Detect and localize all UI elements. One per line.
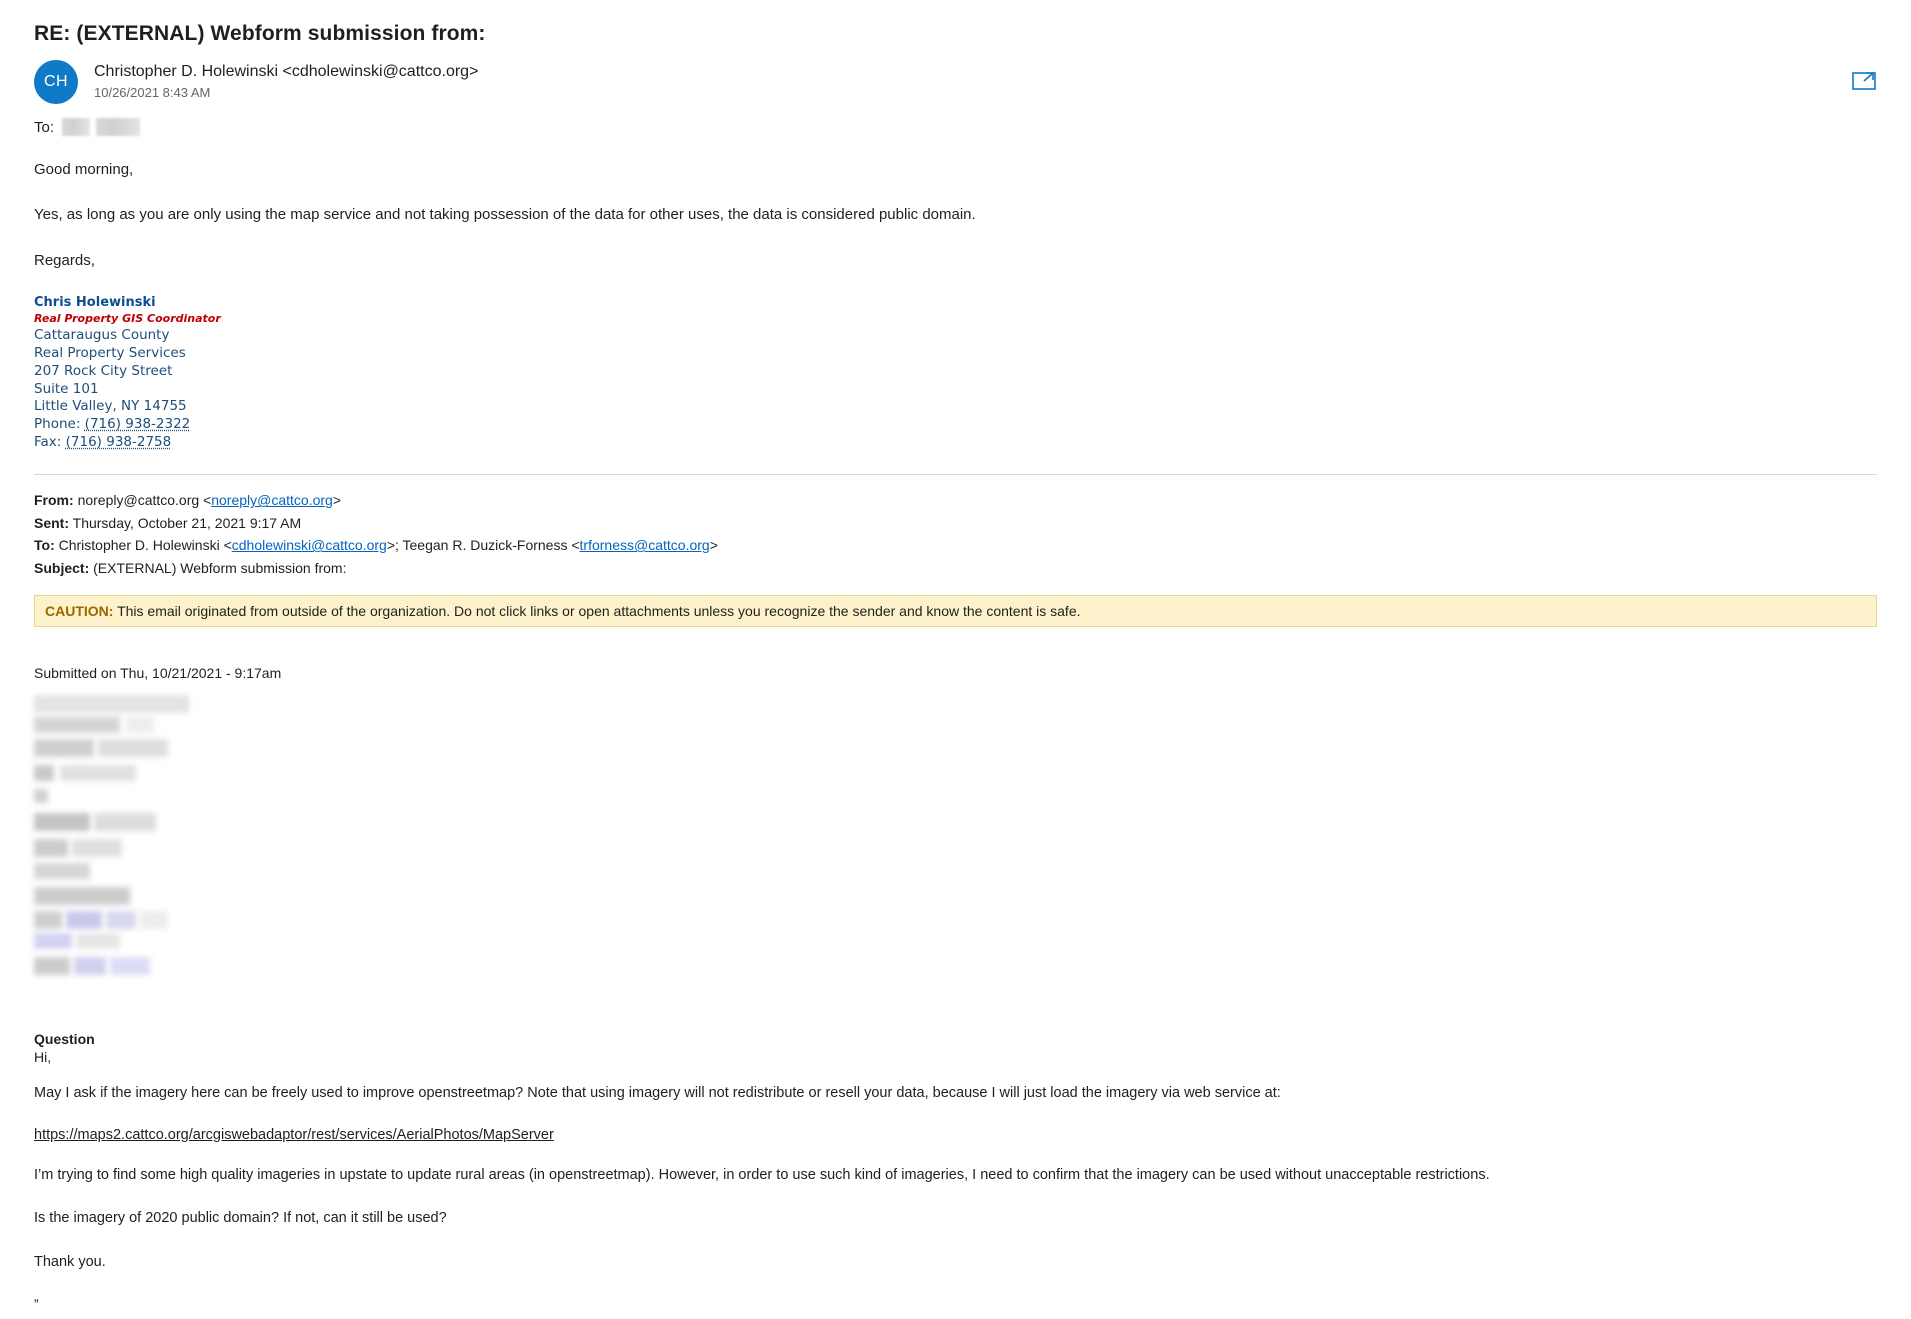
phone-label: Phone: — [34, 416, 81, 433]
quoted-sent-label: Sent: — [34, 514, 69, 531]
question-greeting: Hi, — [34, 1048, 52, 1065]
sender-name[interactable]: Christopher D. Holewinski <cdholewinski@cattco.org> — [94, 63, 479, 80]
quoted-to-link-1[interactable]: cdholewinski@cattco.org — [231, 537, 387, 554]
map-service-link[interactable]: https://maps2.cattco.org/arcgiswebadaptor/rest/services/AerialPhotos/MapServer — [34, 1126, 554, 1143]
signature-phone-row — [34, 416, 1877, 434]
question-heading: Question — [34, 1030, 95, 1047]
redacted-recipient-1 — [62, 118, 90, 136]
redacted-recipient-2 — [96, 118, 140, 136]
signature-title: Real Property GIS Coordinator — [34, 312, 221, 326]
email-subject: RE: (EXTERNAL) Webform submission from: — [34, 22, 486, 45]
signature-fax-row — [34, 434, 1877, 452]
question-paragraph-1: May I ask if the imagery here can be freely used to improve openstreetmap? Note that using imagery will not redistribute or resell your data, because I will just load the imagery via web service at: — [34, 1084, 1281, 1101]
redacted-form-content — [34, 695, 204, 1025]
quoted-sent-row — [34, 512, 1877, 534]
quoted-to-mid: >; Teegan R. Duzick-Forness < — [386, 537, 580, 554]
signature-line: Real Property Services — [34, 344, 186, 361]
question-thanks: Thank you. — [34, 1254, 106, 1271]
signature-line: Suite 101 — [34, 380, 99, 397]
email-signature — [34, 294, 1877, 453]
external-sender-caution-banner — [34, 595, 1877, 627]
fax-number[interactable]: (716) 938-2758 — [65, 434, 172, 451]
quoted-to-pre: Christopher D. Holewinski < — [58, 537, 232, 554]
quoted-subject-row — [34, 557, 1877, 579]
avatar: CH — [34, 60, 78, 104]
caution-text: This email originated from outside of the organization. Do not click links or open attachments unless you recognize the sender and know the content is safe. — [117, 602, 1081, 619]
signature-name: Chris Holewinski — [34, 294, 156, 310]
caution-label: CAUTION: — [45, 602, 114, 619]
question-paragraph-3: Is the imagery of 2020 public domain? If not, can it still be used? — [34, 1210, 447, 1227]
quoted-to-link-2[interactable]: trforness@cattco.org — [579, 537, 710, 554]
popout-window-icon[interactable] — [1851, 68, 1877, 94]
recipient-row — [34, 118, 1877, 136]
quoted-to-row — [34, 534, 1877, 556]
submitted-timestamp: Submitted on Thu, 10/21/2021 - 9:17am — [34, 664, 282, 681]
quoted-from-label: From: — [34, 492, 74, 509]
quoted-to-label: To: — [34, 537, 55, 554]
fax-label: Fax: — [34, 434, 62, 451]
quoted-sent-value: Thursday, October 21, 2021 9:17 AM — [72, 514, 302, 531]
closing-text: Regards, — [34, 251, 95, 269]
quoted-from-link[interactable]: noreply@cattco.org — [211, 492, 333, 509]
signature-line: Little Valley, NY 14755 — [34, 398, 187, 415]
greeting-text: Good morning, — [34, 161, 134, 178]
quoted-subject-label: Subject: — [34, 559, 90, 576]
signature-line: 207 Rock City Street — [34, 362, 173, 379]
sender-header — [34, 60, 1877, 104]
quoted-from-tail: > — [332, 492, 342, 509]
reply-body-text: Yes, as long as you are only using the map service and not taking possession of the data for other uses, the data is considered public domain. — [34, 206, 976, 224]
quoted-subject-value: (EXTERNAL) Webform submission from: — [93, 559, 347, 576]
email-timestamp: 10/26/2021 8:43 AM — [94, 85, 211, 100]
question-paragraph-2: I’m trying to find some high quality imageries in upstate to update rural areas (in openstreetmap). However, in order to use such kind of imageries, I need to confirm that the imagery can be used without unacceptable restrictions. — [34, 1166, 1490, 1183]
question-quote-mark: ” — [34, 1295, 39, 1312]
quoted-from-plain: noreply@cattco.org < — [77, 492, 212, 509]
phone-number[interactable]: (716) 938-2322 — [84, 416, 191, 433]
quoted-to-tail: > — [709, 537, 718, 554]
quoted-from-row — [34, 489, 1877, 511]
quoted-message-divider — [34, 474, 1877, 475]
to-label: To: — [34, 118, 55, 136]
signature-line: Cattaraugus County — [34, 326, 170, 343]
